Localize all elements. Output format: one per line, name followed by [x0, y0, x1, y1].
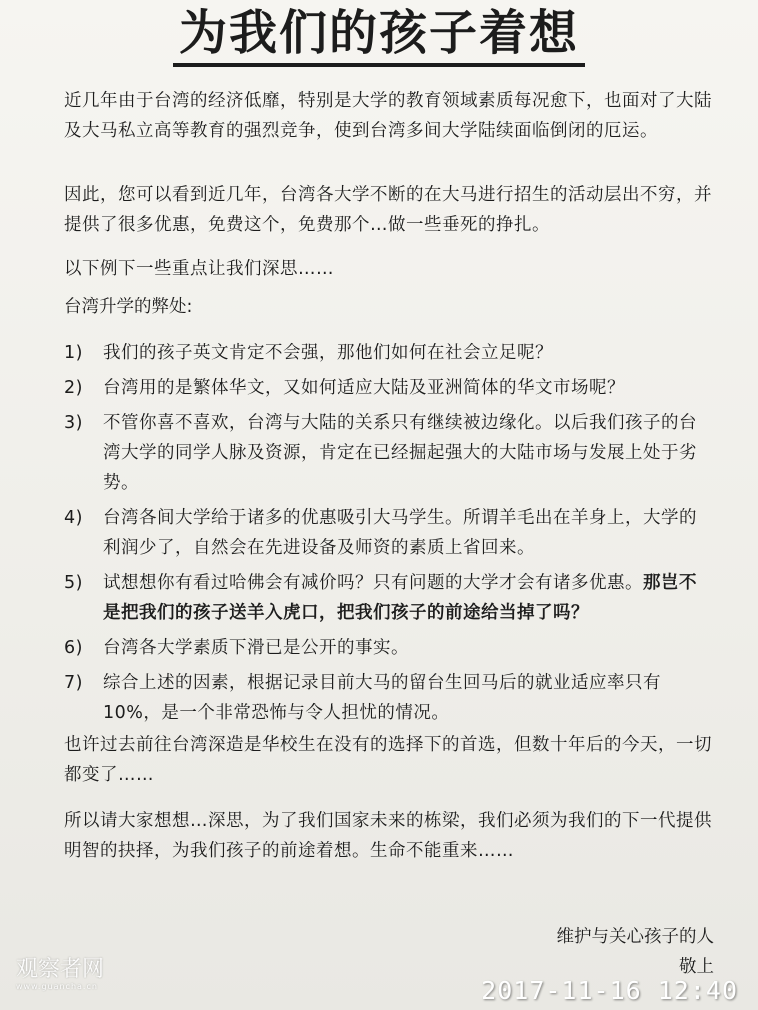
list-item-text: 综合上述的因素，根据记录目前大马的留台生回马后的就业适应率只有 10%，是一个非常恐怖与令人担忧的情况。 — [103, 673, 661, 723]
list-item — [64, 503, 714, 563]
list-item-text — [103, 568, 714, 628]
list-item-number: 3) — [64, 413, 83, 433]
list-item — [64, 568, 714, 628]
paragraph-intro: 近几年由于台湾的经济低靡，特别是大学的教育领域素质每况愈下，也面对了大陆及大马私立高等教育的强烈竞争，使到台湾多间大学陆续面临倒闭的厄运。 — [64, 91, 712, 141]
watermark-url: www.guancha.cn — [16, 982, 98, 991]
paragraph-points-intro: 以下例下一些重点让我们深思…… — [64, 259, 334, 279]
paragraph-past-choice: 也许过去前往台湾深造是华校生在没有的选择下的首选，但数十年后的今天，一切都变了…… — [64, 735, 712, 785]
photo-timestamp: 2017-11-16 12:40 — [481, 976, 738, 1005]
list-item-text: 不管你喜不喜欢，台湾与大陆的关系只有继续被边缘化。以后我们孩子的台湾大学的同学人脉及资源，肯定在已经掘起强大的大陆市场与发展上处于劣势。 — [103, 413, 697, 493]
signature-closing: 敬上 — [679, 957, 714, 977]
list-heading: 台湾升学的弊处: — [64, 297, 193, 317]
list-item-text: 台湾用的是繁体华文，又如何适应大陆及亚洲简体的华文市场呢？ — [103, 378, 625, 398]
list-item-number: 2) — [64, 378, 83, 398]
list-item-number: 4) — [64, 508, 83, 528]
list-item — [64, 373, 714, 403]
site-watermark — [16, 958, 104, 992]
signature-line: 维护与关心孩子的人 — [556, 927, 714, 947]
list-item-number: 7) — [64, 673, 83, 693]
list-item-text: 台湾各大学素质下滑已是公开的事实。 — [103, 638, 409, 658]
list-item-text-plain: 试想想你有看过哈佛会有减价吗？只有问题的大学才会有诸多优惠。 — [103, 573, 643, 593]
list-item-number: 1) — [64, 343, 83, 363]
list-item — [64, 633, 714, 663]
list-item-text: 台湾各间大学给于诸多的优惠吸引大马学生。所谓羊毛出在羊身上，大学的利润少了，自然会在先进设备及师资的素质上省回来。 — [103, 508, 697, 558]
list-item-text-bold: 那岂不是把我们的孩子送羊入虎口，把我们孩子的前途给当掉了吗？ — [103, 573, 697, 623]
list-item — [64, 408, 714, 498]
paragraph-appeal: 所以请大家想想…深思，为了我们国家未来的栋梁，我们必须为我们的下一代提供明智的抉择，为我们孩子的前途着想。生命不能重来…… — [64, 811, 712, 861]
list-item-number: 6) — [64, 638, 83, 658]
list-item — [64, 668, 714, 728]
list-item — [64, 338, 714, 368]
disadvantages-list — [64, 338, 714, 733]
list-item-text: 我们的孩子英文肯定不会强，那他们如何在社会立足呢？ — [103, 343, 553, 363]
paragraph-recruitment: 因此，您可以看到近几年，台湾各大学不断的在大马进行招生的活动层出不穷，并提供了很多优惠，免费这个，免费那个…做一些垂死的挣扎。 — [64, 185, 712, 235]
document-title: 为我们的孩子着想 — [0, 2, 758, 64]
watermark-name: 观察者网 — [16, 957, 105, 982]
list-item-number: 5) — [64, 573, 83, 593]
